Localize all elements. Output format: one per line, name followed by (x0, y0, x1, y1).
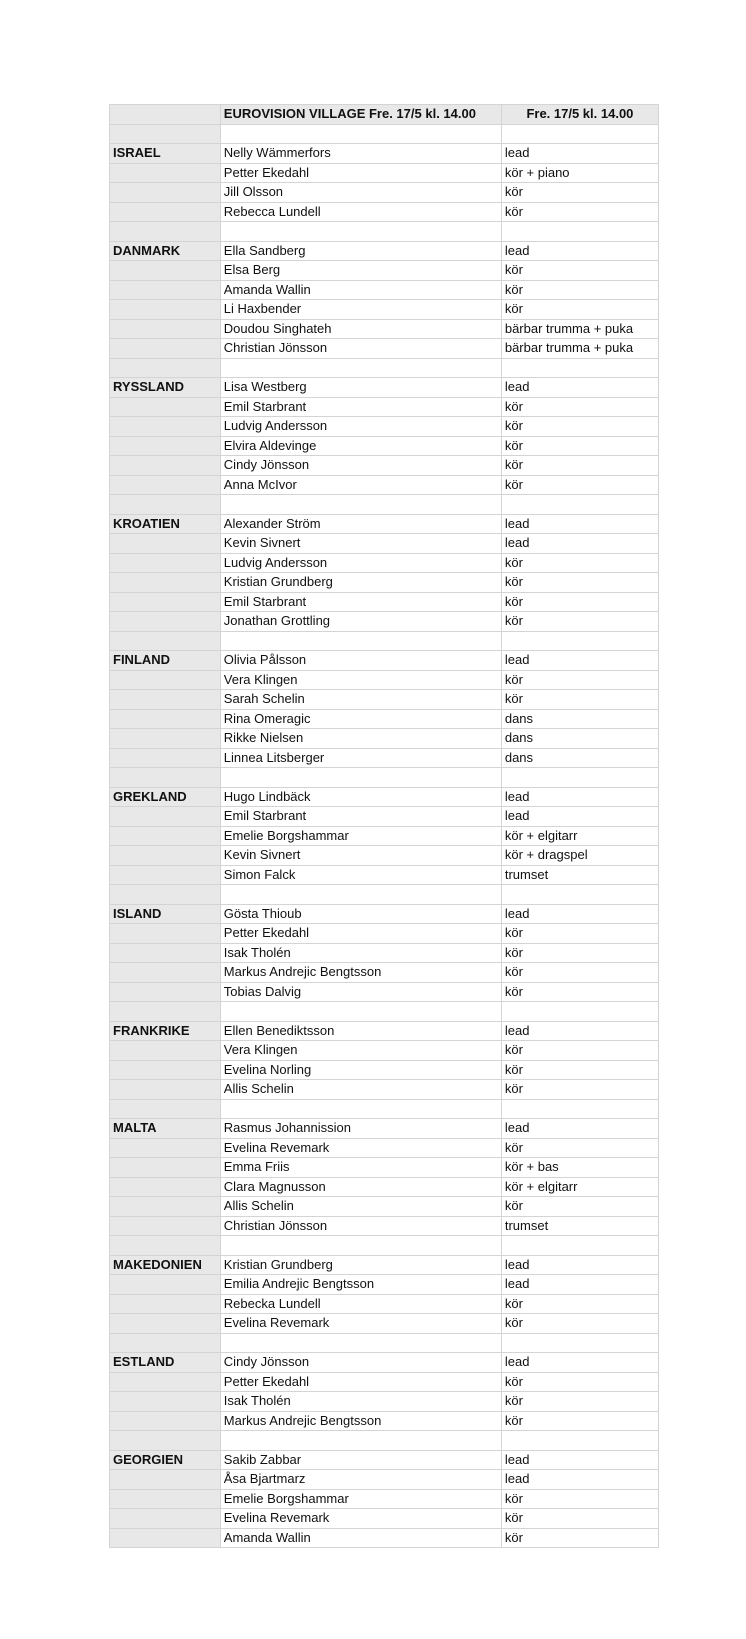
performer-name-cell: Olivia Pålsson (220, 651, 501, 671)
performer-role-cell: bärbar trumma + puka (501, 339, 658, 359)
spacer-row (110, 1099, 659, 1119)
performer-role-cell: kör (501, 1080, 658, 1100)
performer-name-cell: Ludvig Andersson (220, 553, 501, 573)
performer-name-cell: Christian Jönsson (220, 1216, 501, 1236)
spacer-cell-country (110, 1431, 221, 1451)
spacer-row (110, 768, 659, 788)
performer-row (110, 1041, 659, 1061)
performer-role-cell: lead (501, 1255, 658, 1275)
performer-role-cell: lead (501, 1021, 658, 1041)
header-cell-country (110, 105, 221, 125)
spacer-cell-name (220, 768, 501, 788)
spacer-row (110, 1002, 659, 1022)
performer-role-cell: kör + piano (501, 163, 658, 183)
header-cell-time: Fre. 17/5 kl. 14.00 (501, 105, 658, 125)
spacer-row (110, 1431, 659, 1451)
performer-row (110, 690, 659, 710)
spacer-cell-name (220, 885, 501, 905)
country-cell-empty (110, 183, 221, 203)
country-cell: FRANKRIKE (110, 1021, 221, 1041)
performer-row (110, 1392, 659, 1412)
spacer-cell-name (220, 1431, 501, 1451)
performer-name-cell: Evelina Norling (220, 1060, 501, 1080)
performer-role-cell: kör (501, 202, 658, 222)
performer-role-cell: kör (501, 475, 658, 495)
performer-name-cell: Evelina Revemark (220, 1314, 501, 1334)
country-cell-empty (110, 1080, 221, 1100)
performer-name-cell: Hugo Lindbäck (220, 787, 501, 807)
performer-name-cell: Cindy Jönsson (220, 1353, 501, 1373)
performer-role-cell: kör (501, 1060, 658, 1080)
performer-role-cell: lead (501, 787, 658, 807)
country-cell-empty (110, 1392, 221, 1412)
performer-row (110, 1119, 659, 1139)
country-cell-empty (110, 748, 221, 768)
performer-name-cell: Emil Starbrant (220, 397, 501, 417)
performer-row (110, 1060, 659, 1080)
performer-name-cell: Markus Andrejic Bengtsson (220, 963, 501, 983)
country-cell-empty (110, 1470, 221, 1490)
performer-name-cell: Rina Omeragic (220, 709, 501, 729)
performer-name-cell: Lisa Westberg (220, 378, 501, 398)
country-cell-empty (110, 1216, 221, 1236)
performer-role-cell: kör (501, 183, 658, 203)
performer-row (110, 1450, 659, 1470)
spacer-cell-role (501, 1099, 658, 1119)
country-cell-empty (110, 163, 221, 183)
performer-role-cell: dans (501, 709, 658, 729)
country-cell-empty (110, 729, 221, 749)
performer-role-cell: lead (501, 514, 658, 534)
country-cell: ISRAEL (110, 144, 221, 164)
spacer-cell-country (110, 885, 221, 905)
country-cell-empty (110, 397, 221, 417)
performer-name-cell: Ella Sandberg (220, 241, 501, 261)
performer-row (110, 924, 659, 944)
performer-row (110, 300, 659, 320)
country-cell-empty (110, 1138, 221, 1158)
performer-name-cell: Nelly Wämmerfors (220, 144, 501, 164)
performer-role-cell: kör + elgitarr (501, 1177, 658, 1197)
performer-role-cell: lead (501, 378, 658, 398)
country-cell: DANMARK (110, 241, 221, 261)
performer-row (110, 963, 659, 983)
performer-name-cell: Amanda Wallin (220, 280, 501, 300)
performer-row (110, 261, 659, 281)
header-cell-event: EUROVISION VILLAGE Fre. 17/5 kl. 14.00 (220, 105, 501, 125)
country-cell-empty (110, 1294, 221, 1314)
country-cell: ESTLAND (110, 1353, 221, 1373)
country-cell-empty (110, 690, 221, 710)
performer-role-cell: lead (501, 651, 658, 671)
country-cell-empty (110, 339, 221, 359)
country-cell: KROATIEN (110, 514, 221, 534)
performer-role-cell: kör (501, 1314, 658, 1334)
performer-role-cell: kör (501, 982, 658, 1002)
performer-row (110, 729, 659, 749)
performer-role-cell: lead (501, 1275, 658, 1295)
spacer-row (110, 1236, 659, 1256)
country-cell-empty (110, 963, 221, 983)
performer-role-cell: kör (501, 690, 658, 710)
country-cell-empty (110, 456, 221, 476)
performer-role-cell: kör + elgitarr (501, 826, 658, 846)
spacer-cell-role (501, 358, 658, 378)
performer-role-cell: kör (501, 1489, 658, 1509)
spacer-cell-role (501, 768, 658, 788)
performer-name-cell: Vera Klingen (220, 1041, 501, 1061)
performer-name-cell: Ludvig Andersson (220, 417, 501, 437)
performer-name-cell: Emelie Borgshammar (220, 826, 501, 846)
spacer-cell-name (220, 222, 501, 242)
performer-role-cell: lead (501, 1450, 658, 1470)
performer-row (110, 1197, 659, 1217)
performer-row (110, 475, 659, 495)
spacer-cell-role (501, 495, 658, 515)
performer-row (110, 534, 659, 554)
spacer-cell-country (110, 1002, 221, 1022)
spacer-cell-country (110, 631, 221, 651)
performer-name-cell: Petter Ekedahl (220, 1372, 501, 1392)
country-cell-empty (110, 300, 221, 320)
performer-name-cell: Cindy Jönsson (220, 456, 501, 476)
performer-name-cell: Rebecca Lundell (220, 202, 501, 222)
country-cell-empty (110, 612, 221, 632)
performer-name-cell: Petter Ekedahl (220, 924, 501, 944)
performer-name-cell: Ellen Benediktsson (220, 1021, 501, 1041)
performer-role-cell: kör (501, 417, 658, 437)
performer-row (110, 553, 659, 573)
performer-row (110, 1080, 659, 1100)
performer-row (110, 1314, 659, 1334)
country-cell-empty (110, 202, 221, 222)
spacer-cell-country (110, 768, 221, 788)
performer-name-cell: Kevin Sivnert (220, 534, 501, 554)
performer-name-cell: Elsa Berg (220, 261, 501, 281)
country-cell: FINLAND (110, 651, 221, 671)
spacer-row (110, 885, 659, 905)
spacer-cell-name (220, 124, 501, 144)
performer-row (110, 1470, 659, 1490)
country-cell-empty (110, 1411, 221, 1431)
performer-role-cell: trumset (501, 1216, 658, 1236)
performer-name-cell: Sarah Schelin (220, 690, 501, 710)
performer-row (110, 514, 659, 534)
performer-role-cell: lead (501, 534, 658, 554)
spacer-cell-name (220, 1333, 501, 1353)
performer-role-cell: kör (501, 924, 658, 944)
spacer-cell-country (110, 1099, 221, 1119)
performer-name-cell: Amanda Wallin (220, 1528, 501, 1548)
country-cell-empty (110, 592, 221, 612)
performer-row (110, 417, 659, 437)
performer-row (110, 378, 659, 398)
performer-name-cell: Markus Andrejic Bengtsson (220, 1411, 501, 1431)
performer-row (110, 651, 659, 671)
performer-row (110, 319, 659, 339)
performer-row (110, 612, 659, 632)
performer-row (110, 1294, 659, 1314)
performer-row (110, 163, 659, 183)
spacer-cell-role (501, 885, 658, 905)
performer-row (110, 183, 659, 203)
performer-row (110, 1138, 659, 1158)
spacer-row (110, 1333, 659, 1353)
country-cell-empty (110, 1060, 221, 1080)
performer-role-cell: trumset (501, 865, 658, 885)
performer-role-cell: lead (501, 1353, 658, 1373)
spacer-cell-role (501, 222, 658, 242)
performer-row (110, 982, 659, 1002)
performer-name-cell: Kevin Sivnert (220, 846, 501, 866)
spacer-row (110, 124, 659, 144)
performer-row (110, 1509, 659, 1529)
performer-name-cell: Doudou Singhateh (220, 319, 501, 339)
performer-name-cell: Vera Klingen (220, 670, 501, 690)
spacer-cell-name (220, 358, 501, 378)
country-cell-empty (110, 436, 221, 456)
country-cell-empty (110, 1372, 221, 1392)
performer-role-cell: kör (501, 456, 658, 476)
country-cell: RYSSLAND (110, 378, 221, 398)
performer-role-cell: kör (501, 1372, 658, 1392)
performer-row (110, 1177, 659, 1197)
country-cell: GEORGIEN (110, 1450, 221, 1470)
performer-row (110, 748, 659, 768)
performer-row (110, 592, 659, 612)
performer-role-cell: kör (501, 1528, 658, 1548)
performer-name-cell: Isak Tholén (220, 1392, 501, 1412)
performer-row (110, 846, 659, 866)
performer-row (110, 787, 659, 807)
performer-role-cell: dans (501, 748, 658, 768)
performer-row (110, 670, 659, 690)
country-cell-empty (110, 670, 221, 690)
performer-role-cell: kör (501, 963, 658, 983)
country-cell-empty (110, 846, 221, 866)
country-cell-empty (110, 280, 221, 300)
performer-row (110, 1528, 659, 1548)
country-cell: MAKEDONIEN (110, 1255, 221, 1275)
performer-role-cell: kör (501, 300, 658, 320)
spacer-cell-country (110, 1333, 221, 1353)
performer-row (110, 709, 659, 729)
performer-name-cell: Emilia Andrejic Bengtsson (220, 1275, 501, 1295)
performer-name-cell: Åsa Bjartmarz (220, 1470, 501, 1490)
performer-row (110, 904, 659, 924)
performer-name-cell: Rebecka Lundell (220, 1294, 501, 1314)
performer-name-cell: Linnea Litsberger (220, 748, 501, 768)
performer-name-cell: Simon Falck (220, 865, 501, 885)
schedule-table (109, 104, 659, 1548)
country-cell-empty (110, 1041, 221, 1061)
spacer-cell-name (220, 495, 501, 515)
performer-row (110, 1216, 659, 1236)
performer-row (110, 436, 659, 456)
performer-row (110, 280, 659, 300)
performer-role-cell: kör (501, 397, 658, 417)
performer-role-cell: kör (501, 261, 658, 281)
performer-role-cell: bärbar trumma + puka (501, 319, 658, 339)
spacer-cell-name (220, 1002, 501, 1022)
performer-name-cell: Gösta Thioub (220, 904, 501, 924)
performer-name-cell: Emil Starbrant (220, 807, 501, 827)
country-cell-empty (110, 807, 221, 827)
country-cell-empty (110, 924, 221, 944)
country-cell-empty (110, 982, 221, 1002)
spacer-cell-role (501, 1333, 658, 1353)
country-cell-empty (110, 943, 221, 963)
schedule-body (110, 105, 659, 1548)
performer-role-cell: lead (501, 807, 658, 827)
country-cell-empty (110, 826, 221, 846)
performer-row (110, 144, 659, 164)
country-cell-empty (110, 1177, 221, 1197)
performer-name-cell: Isak Tholén (220, 943, 501, 963)
performer-role-cell: lead (501, 1119, 658, 1139)
performer-row (110, 865, 659, 885)
country-cell-empty (110, 553, 221, 573)
performer-role-cell: kör (501, 1411, 658, 1431)
performer-name-cell: Clara Magnusson (220, 1177, 501, 1197)
performer-row (110, 397, 659, 417)
spacer-row (110, 222, 659, 242)
performer-row (110, 241, 659, 261)
performer-row (110, 943, 659, 963)
performer-role-cell: dans (501, 729, 658, 749)
performer-role-cell: kör (501, 1392, 658, 1412)
performer-role-cell: lead (501, 904, 658, 924)
spacer-cell-role (501, 1236, 658, 1256)
performer-row (110, 339, 659, 359)
spacer-row (110, 358, 659, 378)
performer-role-cell: kör (501, 943, 658, 963)
spacer-cell-country (110, 124, 221, 144)
performer-name-cell: Jonathan Grottling (220, 612, 501, 632)
spacer-cell-role (501, 1431, 658, 1451)
performer-role-cell: kör (501, 1509, 658, 1529)
performer-role-cell: kör (501, 1041, 658, 1061)
performer-row (110, 826, 659, 846)
country-cell-empty (110, 475, 221, 495)
spacer-cell-country (110, 495, 221, 515)
country-cell: ISLAND (110, 904, 221, 924)
country-cell-empty (110, 1275, 221, 1295)
spacer-row (110, 495, 659, 515)
performer-row (110, 1353, 659, 1373)
spacer-cell-role (501, 124, 658, 144)
performer-name-cell: Rikke Nielsen (220, 729, 501, 749)
country-cell-empty (110, 1528, 221, 1548)
performer-name-cell: Rasmus Johannission (220, 1119, 501, 1139)
performer-row (110, 807, 659, 827)
performer-row (110, 202, 659, 222)
performer-row (110, 1158, 659, 1178)
performer-role-cell: kör + bas (501, 1158, 658, 1178)
performer-name-cell: Allis Schelin (220, 1197, 501, 1217)
performer-role-cell: kör (501, 592, 658, 612)
header-row (110, 105, 659, 125)
performer-role-cell: kör (501, 612, 658, 632)
performer-row (110, 1411, 659, 1431)
performer-role-cell: lead (501, 241, 658, 261)
country-cell: GREKLAND (110, 787, 221, 807)
performer-row (110, 1489, 659, 1509)
performer-role-cell: kör (501, 1294, 658, 1314)
spacer-cell-role (501, 1002, 658, 1022)
spacer-cell-country (110, 358, 221, 378)
country-cell-empty (110, 865, 221, 885)
spacer-cell-name (220, 1236, 501, 1256)
spacer-cell-name (220, 631, 501, 651)
performer-name-cell: Kristian Grundberg (220, 1255, 501, 1275)
performer-row (110, 1021, 659, 1041)
spacer-cell-country (110, 1236, 221, 1256)
performer-row (110, 1255, 659, 1275)
performer-role-cell: kör (501, 436, 658, 456)
country-cell-empty (110, 1197, 221, 1217)
performer-name-cell: Sakib Zabbar (220, 1450, 501, 1470)
performer-name-cell: Emelie Borgshammar (220, 1489, 501, 1509)
performer-role-cell: lead (501, 1470, 658, 1490)
country-cell: MALTA (110, 1119, 221, 1139)
spacer-cell-name (220, 1099, 501, 1119)
performer-role-cell: kör (501, 1138, 658, 1158)
country-cell-empty (110, 1314, 221, 1334)
country-cell-empty (110, 417, 221, 437)
country-cell-empty (110, 534, 221, 554)
performer-name-cell: Anna McIvor (220, 475, 501, 495)
performer-name-cell: Alexander Ström (220, 514, 501, 534)
performer-name-cell: Emma Friis (220, 1158, 501, 1178)
country-cell-empty (110, 261, 221, 281)
performer-name-cell: Li Haxbender (220, 300, 501, 320)
performer-role-cell: kör + dragspel (501, 846, 658, 866)
performer-name-cell: Allis Schelin (220, 1080, 501, 1100)
performer-row (110, 573, 659, 593)
performer-name-cell: Petter Ekedahl (220, 163, 501, 183)
performer-role-cell: kör (501, 553, 658, 573)
country-cell-empty (110, 1158, 221, 1178)
performer-name-cell: Jill Olsson (220, 183, 501, 203)
performer-role-cell: kör (501, 280, 658, 300)
performer-role-cell: kör (501, 573, 658, 593)
spacer-cell-country (110, 222, 221, 242)
country-cell-empty (110, 1509, 221, 1529)
performer-name-cell: Evelina Revemark (220, 1509, 501, 1529)
performer-row (110, 1275, 659, 1295)
performer-row (110, 1372, 659, 1392)
performer-name-cell: Kristian Grundberg (220, 573, 501, 593)
spacer-row (110, 631, 659, 651)
performer-role-cell: kör (501, 1197, 658, 1217)
performer-name-cell: Elvira Aldevinge (220, 436, 501, 456)
country-cell-empty (110, 573, 221, 593)
country-cell-empty (110, 1489, 221, 1509)
performer-name-cell: Evelina Revemark (220, 1138, 501, 1158)
country-cell-empty (110, 319, 221, 339)
performer-row (110, 456, 659, 476)
performer-role-cell: lead (501, 144, 658, 164)
performer-name-cell: Emil Starbrant (220, 592, 501, 612)
performer-role-cell: kör (501, 670, 658, 690)
country-cell-empty (110, 709, 221, 729)
performer-name-cell: Christian Jönsson (220, 339, 501, 359)
performer-name-cell: Tobias Dalvig (220, 982, 501, 1002)
spacer-cell-role (501, 631, 658, 651)
